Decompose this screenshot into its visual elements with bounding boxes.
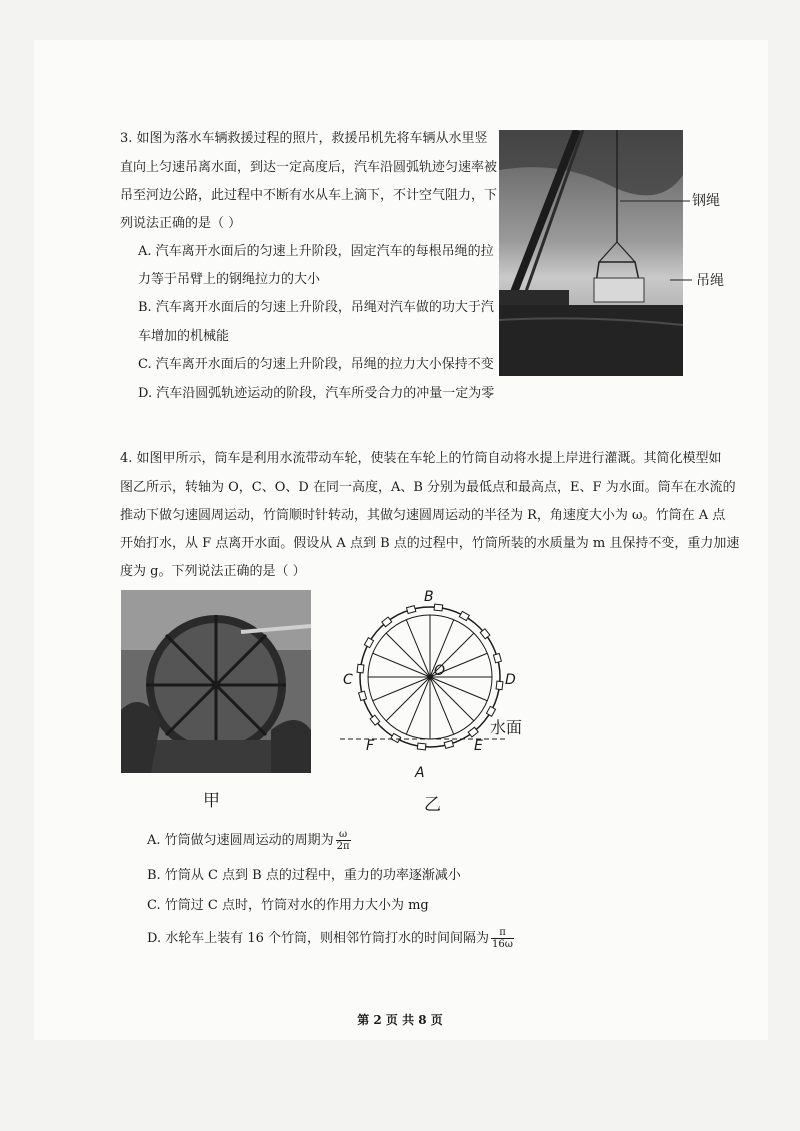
point-a-label: A	[415, 765, 425, 781]
q4-option-d	[147, 927, 514, 950]
waterwheel-photo-image	[121, 590, 311, 773]
fraction-pi-over-16omega	[491, 927, 514, 950]
point-b-label: B	[424, 589, 434, 605]
bamboo-tube	[406, 606, 415, 614]
q3-stem-line: 列说法正确的是（ ）	[120, 216, 242, 231]
fraction-denominator: 16ω	[492, 939, 513, 950]
point-f-label: F	[366, 738, 375, 754]
point-o-label: O	[434, 663, 446, 679]
hoist-rope-label: 吊绳	[696, 273, 724, 289]
page-footer: 第 2 页 共 8 页	[357, 1013, 443, 1027]
wheel-spoke	[386, 677, 430, 721]
steel-rope-label: 钢绳	[692, 193, 720, 209]
label-leader-lines	[620, 196, 692, 286]
bamboo-tube	[444, 740, 453, 748]
point-e-label: E	[474, 738, 483, 754]
bamboo-tube	[417, 743, 426, 750]
waterwheel-diagram	[330, 588, 550, 788]
waterwheel-photo	[121, 590, 311, 773]
q3-option-d: D. 汽车沿圆弧轨迹运动的阶段，汽车所受合力的冲量一定为零	[138, 386, 495, 401]
bamboo-tube	[364, 638, 373, 648]
q3-option-b: B. 汽车离开水面后的匀速上升阶段，吊绳对汽车做的功大于汽	[138, 300, 494, 315]
q4-option-d-text: D. 水轮车上装有 16 个竹筒，则相邻竹筒打水的时间间隔为	[147, 931, 490, 946]
fraction-numerator: π	[491, 927, 514, 939]
wheel-spoke	[386, 633, 430, 677]
bamboo-tube	[359, 691, 367, 700]
fraction-omega-over-2pi	[336, 829, 351, 852]
bamboo-tube	[357, 664, 364, 673]
water-surface-label: 水面	[490, 718, 523, 737]
q4-option-b: B. 竹筒从 C 点到 B 点的过程中，重力的功率逐渐减小	[147, 868, 461, 883]
wheel-spoke	[430, 677, 474, 721]
point-d-label: D	[505, 672, 516, 688]
q3-option-c: C. 汽车离开水面后的匀速上升阶段，吊绳的拉力大小保持不变	[138, 357, 494, 372]
bamboo-tube	[496, 681, 503, 690]
bamboo-tube	[434, 604, 443, 611]
figure-caption-left: 甲	[203, 791, 220, 811]
q4-stem-line: 4. 如图甲所示，筒车是利用水流带动车轮，使装在车轮上的竹筒自动将水提上岸进行灌溉。其简化模型如	[120, 451, 722, 466]
bamboo-tube	[493, 653, 501, 662]
point-c-label: C	[343, 672, 353, 688]
q3-stem-line: 3. 如图为落水车辆救援过程的照片，救援吊机先将车辆从水里竖	[120, 131, 488, 146]
q4-option-a	[147, 829, 351, 852]
bamboo-tube	[459, 611, 469, 620]
fraction-denominator: 2π	[336, 841, 350, 852]
q3-option-b-cont: 车增加的机械能	[138, 329, 230, 344]
fraction-numerator: ω	[336, 829, 351, 841]
q3-stem-line: 直向上匀速吊离水面，到达一定高度后，汽车沿圆弧轨迹匀速率被	[120, 160, 498, 175]
q4-option-a-text: A. 竹筒做匀速圆周运动的周期为	[147, 833, 334, 848]
q3-stem-line: 吊至河边公路，此过程中不断有水从车上滴下，不计空气阻力，下	[120, 188, 498, 203]
q4-stem-line: 图乙所示，转轴为 O，C、O、D 在同一高度，A、B 分别为最低点和最高点，E、F 为水面。筒车在水流的	[120, 480, 736, 495]
q4-option-c: C. 竹筒过 C 点时，竹筒对水的作用力大小为 mg	[147, 898, 429, 913]
q4-stem-line: 推动下做匀速圆周运动，竹筒顺时针转动，其做匀速圆周运动的半径为 R，角速度大小为 ω。竹筒在 A 点	[120, 508, 726, 523]
figure-caption-right: 乙	[424, 795, 441, 815]
bamboo-tube	[391, 733, 401, 742]
diagram-wheel	[357, 604, 503, 750]
q4-stem-line: 开始打水，从 F 点离开水面。假设从 A 点到 B 点的过程中，竹筒所装的水质量为 m 且保持不变，重力加速	[120, 536, 740, 551]
q4-stem-line: 度为 g。下列说法正确的是（ ）	[120, 564, 306, 579]
q3-option-a-cont: 力等于吊臂上的钢绳拉力的大小	[138, 272, 321, 287]
q3-option-a: A. 汽车离开水面后的匀速上升阶段，固定汽车的每根吊绳的拉	[138, 244, 494, 259]
